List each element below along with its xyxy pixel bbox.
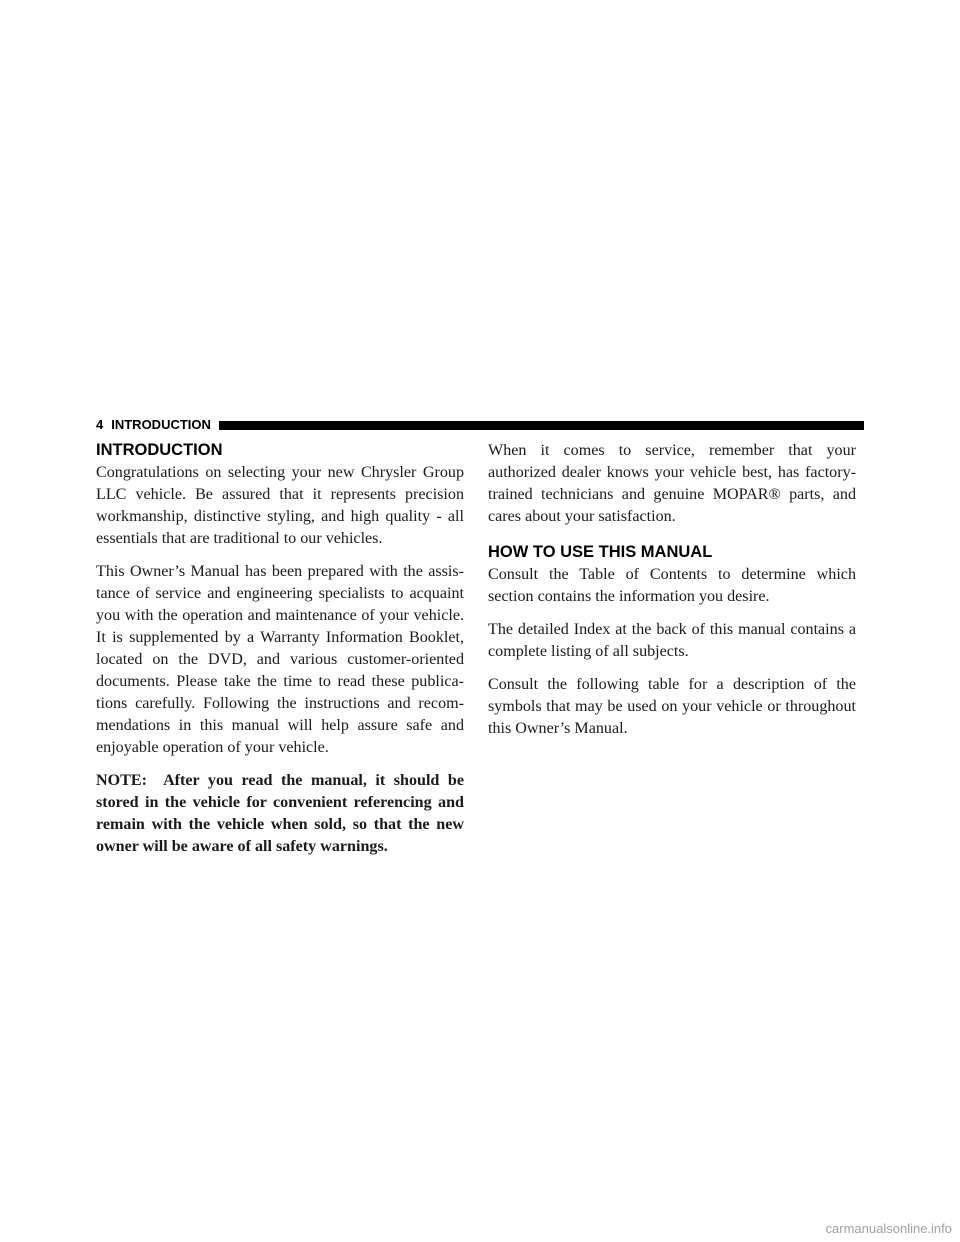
intro-paragraph-1: Congratulations on selecting your new Chrysler Group LLC vehicle. Be assured that it represents precision workmanship, distinctive styling, and high quality - all essentials that are traditional to our vehicles.: [96, 464, 464, 547]
intro-paragraph-2: This Owner’s Manual has been prepared with the assistance of service and engineering specialists to acquaint you with the operation and maintenance of your vehicle. It is supplemented by a Warranty Information Booklet, located on the DVD, and various customer-oriented documents. Please take the time to read these publications carefully. Following the instructions and recommendations in this manual will help assure safe and enjoyable operation of your vehicle.: [96, 563, 464, 756]
how-to-paragraph-3: Consult the following table for a description of the symbols that may be used on your vehicle or throughout this Owner’s Manual.: [488, 676, 856, 737]
header-rule: [219, 421, 864, 430]
section-title: INTRODUCTION: [111, 417, 211, 432]
how-to-use-heading: HOW TO USE THIS MANUAL: [488, 543, 713, 561]
how-to-paragraph-2: The detailed Index at the back of this manual contains a complete listing of all subjects.: [488, 621, 856, 660]
introduction-heading: INTRODUCTION: [96, 441, 223, 459]
page-number: 4: [96, 417, 104, 432]
footer-watermark: carmanualsonline.info: [825, 1221, 952, 1236]
how-to-paragraph-1: Consult the Table of Contents to determine which section contains the information you desire.: [488, 566, 856, 605]
right-column: [488, 440, 856, 751]
page-header: [96, 418, 864, 432]
left-column: [96, 440, 464, 869]
note-paragraph: NOTE: After you read the manual, it should be stored in the vehicle for convenient referencing and remain with the vehicle when sold, so that the new owner will be aware of all safety warnings.: [96, 772, 464, 855]
service-paragraph: When it comes to service, remember that your authorized dealer knows your vehicle best, has factory-trained technicians and genuine MOPAR® parts, and cares about your satisfaction.: [488, 442, 856, 525]
